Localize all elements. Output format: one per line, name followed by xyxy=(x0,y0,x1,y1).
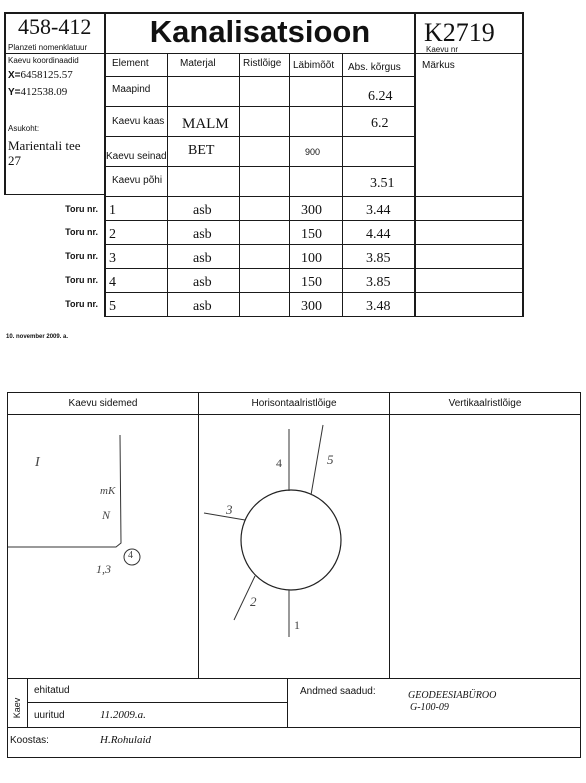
row-element-label: Maapind xyxy=(112,84,151,95)
row-element-label: Kaevu seinad xyxy=(106,151,167,162)
compiled-label: Koostas: xyxy=(10,735,49,746)
data-source-line1: GEODEESIABÜROO xyxy=(408,690,497,701)
coord-y xyxy=(8,86,67,98)
pipe-diameter: 100 xyxy=(301,251,322,266)
sketch-mark: mK xyxy=(100,485,116,497)
well-number-value: K2719 xyxy=(424,18,495,47)
coord-y-value: 412538.09 xyxy=(20,86,68,98)
coords-label: Kaevu koordinaadid xyxy=(8,56,79,65)
data-source-line2: G-100-09 xyxy=(410,702,449,713)
date-stamp: 10. november 2009. a. xyxy=(6,334,69,340)
pipe-mark: 4 xyxy=(276,456,282,470)
well-number-label: Kaevu nr xyxy=(426,45,459,54)
row-diameter: 900 xyxy=(305,147,321,157)
sketch-title-horizontal: Horisontaalristlõige xyxy=(251,398,337,409)
pipe-diameter: 300 xyxy=(301,203,322,218)
pipe-material: asb xyxy=(193,299,212,314)
coord-x-value: 6458125.57 xyxy=(20,69,73,81)
pipe-row-label: Toru nr. xyxy=(65,299,98,309)
sketch-title-connections: Kaevu sidemed xyxy=(68,398,138,409)
pipe-number: 1 xyxy=(109,203,116,218)
pipe-line xyxy=(311,425,323,495)
row-element-label: Kaevu kaas xyxy=(112,116,165,127)
row-element-label: Kaevu põhi xyxy=(112,175,163,186)
pipe-row-label: Toru nr. xyxy=(65,227,98,237)
col-header-abs-height: Abs. kõrgus xyxy=(348,62,401,73)
location-line1: Marientali tee xyxy=(8,138,81,153)
pipe-number: 4 xyxy=(109,275,116,290)
location-line2: 27 xyxy=(8,153,21,168)
sketch-mark: I xyxy=(35,455,40,470)
well-outline xyxy=(241,490,341,590)
pipe-mark: 5 xyxy=(327,452,334,467)
sketch-mark: 4 xyxy=(128,550,133,561)
pipe-line xyxy=(204,513,245,520)
pipe-material: asb xyxy=(193,227,212,242)
compiled-value: H.Rohulaid xyxy=(100,734,152,746)
col-header-remark: Märkus xyxy=(422,60,455,71)
pipe-number: 5 xyxy=(109,299,116,314)
pipe-mark: 2 xyxy=(250,594,257,609)
col-header-material: Materjal xyxy=(180,58,216,69)
row-abs-height: 6.2 xyxy=(371,116,389,131)
row-material: MALM xyxy=(182,116,229,132)
sketch-mark: N xyxy=(102,508,111,522)
col-header-element: Element xyxy=(112,58,149,69)
pipe-abs-height: 4.44 xyxy=(366,227,391,242)
pipe-material: asb xyxy=(193,275,212,290)
horizontal-section-sketch xyxy=(199,415,389,677)
pipe-abs-height: 3.85 xyxy=(366,275,391,290)
surveyed-label: uuritud xyxy=(34,710,65,721)
surveyed-value: 11.2009.a. xyxy=(100,709,146,721)
pipe-diameter: 150 xyxy=(301,227,322,242)
col-header-cross-section: Ristlõige xyxy=(243,58,282,69)
row-abs-height: 3.51 xyxy=(370,176,395,191)
pipe-mark: 1 xyxy=(294,618,300,632)
pipe-row-label: Toru nr. xyxy=(65,275,98,285)
nomenclature-value: 458-412 xyxy=(18,14,92,39)
col-header-diameter: Läbimõõt xyxy=(293,60,335,71)
row-material: BET xyxy=(188,143,215,158)
data-source-label: Andmed saadud: xyxy=(300,686,376,697)
pipe-material: asb xyxy=(193,203,212,218)
coord-x-label: X= xyxy=(8,70,21,81)
pipe-row-label: Toru nr. xyxy=(65,204,98,214)
page-title: Kanalisatsioon xyxy=(149,14,371,49)
sketch-mark: 1,3 xyxy=(96,562,111,576)
well-side-label: Kaev xyxy=(12,697,22,719)
pipe-number: 2 xyxy=(109,227,116,242)
pipe-abs-height: 3.85 xyxy=(366,251,391,266)
nomenclature-label: Planzeti nomenklatuur xyxy=(8,43,88,52)
pipe-diameter: 150 xyxy=(301,275,322,290)
pipe-material: asb xyxy=(193,251,212,266)
coord-y-label: Y= xyxy=(8,87,21,98)
pipe-abs-height: 3.44 xyxy=(366,203,391,218)
pipe-abs-height: 3.48 xyxy=(366,299,391,314)
built-label: ehitatud xyxy=(34,685,70,696)
sketch-title-vertical: Vertikaalristlõige xyxy=(448,398,522,409)
pipe-diameter: 300 xyxy=(301,299,322,314)
pipe-row-label: Toru nr. xyxy=(65,251,98,261)
pipe-mark: 3 xyxy=(226,502,233,517)
coord-x xyxy=(8,69,73,81)
location-label: Asukoht: xyxy=(8,124,40,133)
row-abs-height: 6.24 xyxy=(368,89,393,104)
pipe-number: 3 xyxy=(109,251,116,266)
